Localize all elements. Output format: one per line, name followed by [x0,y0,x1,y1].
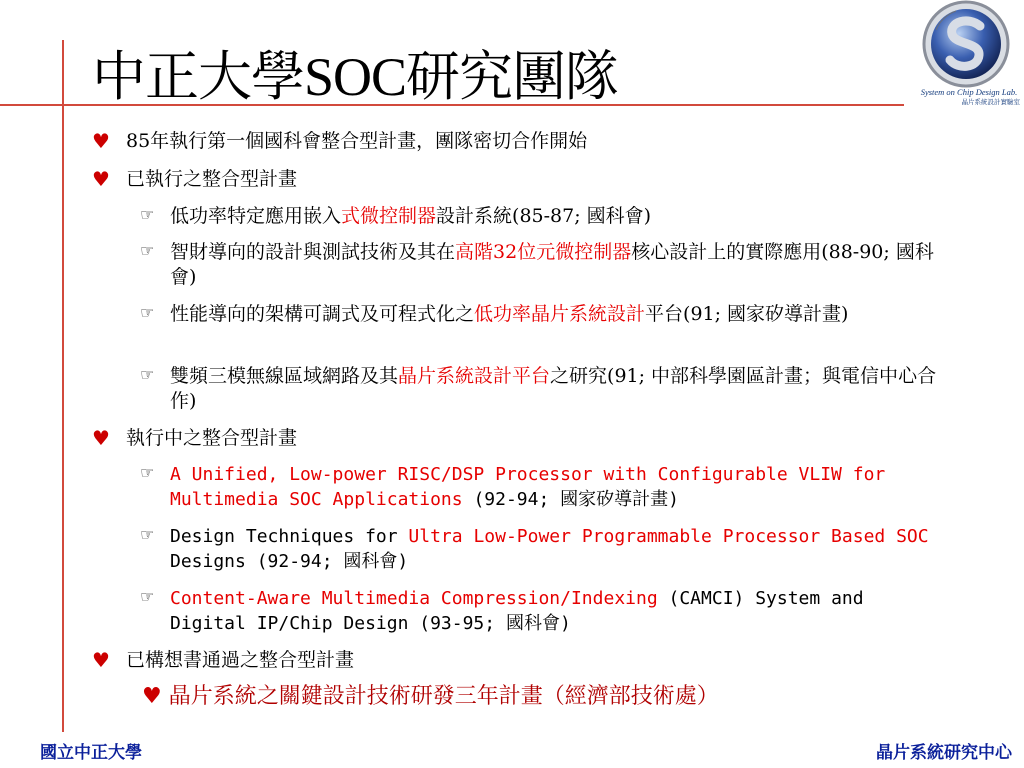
sub-item-post: 設計系統(85-87; 國科會) [436,205,652,227]
sub-item-highlight: 晶片系統設計平台 [398,365,551,387]
sub-item-highlight: Content-Aware Multimedia Compression/Indexing [170,588,658,609]
sub-item-highlight: Ultra Low-Power Programmable Processor Based SOC [408,526,929,547]
sub-item-post: (92-94; 國家矽導計畫) [462,489,679,510]
logo-caption-chinese: 晶片系統設計實驗室 [961,98,1020,106]
bullet-2-text: 已執行之整合型計畫 [126,168,298,190]
pointing-hand-icon: ☞ [140,463,155,482]
sub-item-post: 核心設計上的實際應用(88-90; 國科會) [170,241,934,288]
sub-item-post: 平台(91; 國家矽導計畫) [645,303,849,325]
sub-item-post: Designs (92-94; 國科會) [170,551,409,572]
pointing-hand-icon: ☞ [140,241,155,260]
sub-item-pre: 雙頻三模無線區域網路及其 [170,365,399,387]
heart-icon: ♥ [142,684,162,709]
sub-item-pre: 低功率特定應用嵌入 [170,205,342,227]
sub-item-highlight: 式微控制器 [341,205,437,227]
pointing-hand-icon: ☞ [140,525,155,544]
sub-item-highlight: A Unified, Low-power RISC/DSP Processor with Configurable VLIW for Multimedia SOC Applications [170,464,886,510]
heart-icon: ♥ [92,648,110,672]
pointing-hand-icon: ☞ [140,365,155,384]
heart-icon: ♥ [92,167,110,191]
sub-item-post: 之研究(91; 中部科學園區計畫；與電信中心合作) [170,365,937,412]
sub-item-highlight: 低功率晶片系統設計 [474,303,646,325]
bullet-3-text: 執行中之整合型計畫 [126,427,298,449]
highlight-bullet [142,683,719,711]
sub-item-pre: 智財導向的設計與測試技術及其在 [170,241,456,263]
pointing-hand-icon: ☞ [140,303,155,322]
logo-caption-english: System on Chip Design Lab. [920,87,1018,97]
bullet-1-text: 85年執行第一個國科會整合型計畫，團隊密切合作開始 [126,130,588,152]
footer-right: 晶片系統研究中心 [876,743,1012,763]
sub-item-pre: Design Techniques for [170,526,409,547]
pointing-hand-icon: ☞ [140,205,155,224]
pointing-hand-icon: ☞ [140,587,155,606]
sub-item-highlight: 高階32位元微控制器 [455,241,632,263]
highlight-bullet-text: 晶片系統之關鍵設計技術研發三年計畫（經濟部技術處） [168,684,719,709]
bullet-4-text: 已構想書通過之整合型計畫 [126,649,355,671]
sub-item-pre: 性能導向的架構可調式及可程式化之 [170,303,475,325]
footer-left: 國立中正大學 [40,743,142,763]
sub-item-post: (CAMCI) System and Digital IP/Chip Design (93-95; 國科會) [170,588,864,634]
heart-icon: ♥ [92,426,110,450]
page-title: 中正大學SOC研究團隊 [92,47,619,107]
heart-icon: ♥ [92,129,110,153]
